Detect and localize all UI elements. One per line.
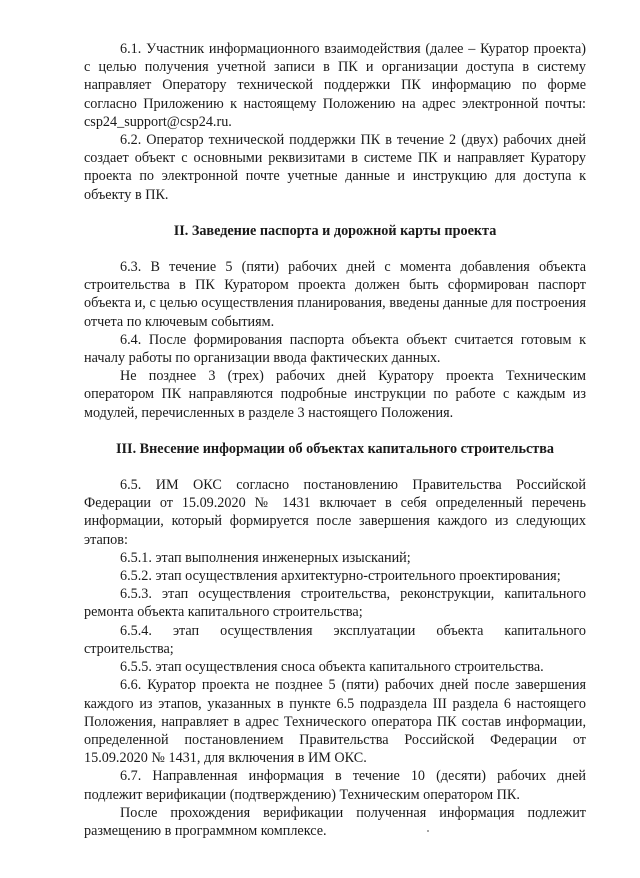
- paragraph-after-verification: После прохождения верификации полученная информация подлежит размещению в программном комплексе.: [84, 804, 586, 839]
- document-body: [84, 40, 586, 840]
- paragraph-6-6: 6.6. Куратор проекта не позднее 5 (пяти) рабочих дней после завершения каждого из этапов, указанных в пункте 6.5 подраздела III раздела 6 настоящего Положения, направляет в адрес Технического оператора ПК состав информации, определенной постановлением Правительства Российской Федерации от 15.09.2020 № 1431, для включения в ИМ ОКС.: [84, 677, 586, 767]
- paragraph-6-5: 6.5. ИМ ОКС согласно постановлению Правительства Российской Федерации от 15.09.2020 № 1431 включает в себя определенный перечень информации, который формируется после завершения каждого из следующих этапов:: [84, 477, 586, 548]
- paragraph-6-5-4: 6.5.4. этап осуществления эксплуатации объекта капитального строительства;: [84, 622, 586, 657]
- paragraph-6-3: 6.3. В течение 5 (пяти) рабочих дней с момента добавления объекта строительства в ПК Куратором проекта должен быть сформирован паспорт объекта и, с целью осуществления планирования, введены данные для построения отчета по ключевым событиям.: [84, 259, 586, 330]
- paragraph-6-2: 6.2. Оператор технической поддержки ПК в течение 2 (двух) рабочих дней создает объект с основными реквизитами в системе ПК и направляет Куратору проекта по электронной почте учетные данные и инструкцию для доступа к объекту в ПК.: [84, 132, 586, 203]
- scan-speck: [427, 830, 429, 832]
- section-heading-2: II. Заведение паспорта и дорожной карты проекта: [173, 222, 497, 239]
- paragraph-6-4: 6.4. После формирования паспорта объекта объект считается готовым к началу работы по организации ввода фактических данных.: [84, 331, 586, 367]
- paragraph-6-1: 6.1. Участник информационного взаимодействия (далее – Куратор проекта) с целью получения учетной записи в ПК и организации доступа в систему направляет Оператору технической поддержки ПК информацию по форме согласно Приложению к настоящему Положению на адрес электронной почты: csp24_support@csp24.ru.: [84, 41, 586, 130]
- paragraph-6-5-2: 6.5.2. этап осуществления архитектурно-строительного проектирования;: [120, 568, 561, 585]
- paragraph-6-5-5: 6.5.5. этап осуществления сноса объекта капитального строительства.: [120, 659, 544, 676]
- paragraph-instructions: Не позднее 3 (трех) рабочих дней Куратору проекта Техническим оператором ПК направляются подробные инструкции по работе с каждым из модулей, перечисленных в разделе 3 настоящего Положения.: [84, 368, 586, 421]
- paragraph-6-7: 6.7. Направленная информация в течение 10 (десяти) рабочих дней подлежит верификации (подтверждению) Техническим оператором ПК.: [84, 768, 586, 803]
- paragraph-6-5-1: 6.5.1. этап выполнения инженерных изысканий;: [120, 549, 411, 566]
- paragraph-6-5-3: 6.5.3. этап осуществления строительства, реконструкции, капитального ремонта объекта капитального строительства;: [84, 586, 586, 621]
- section-heading-3: III. Внесение информации об объектах капитального строительства: [116, 440, 554, 457]
